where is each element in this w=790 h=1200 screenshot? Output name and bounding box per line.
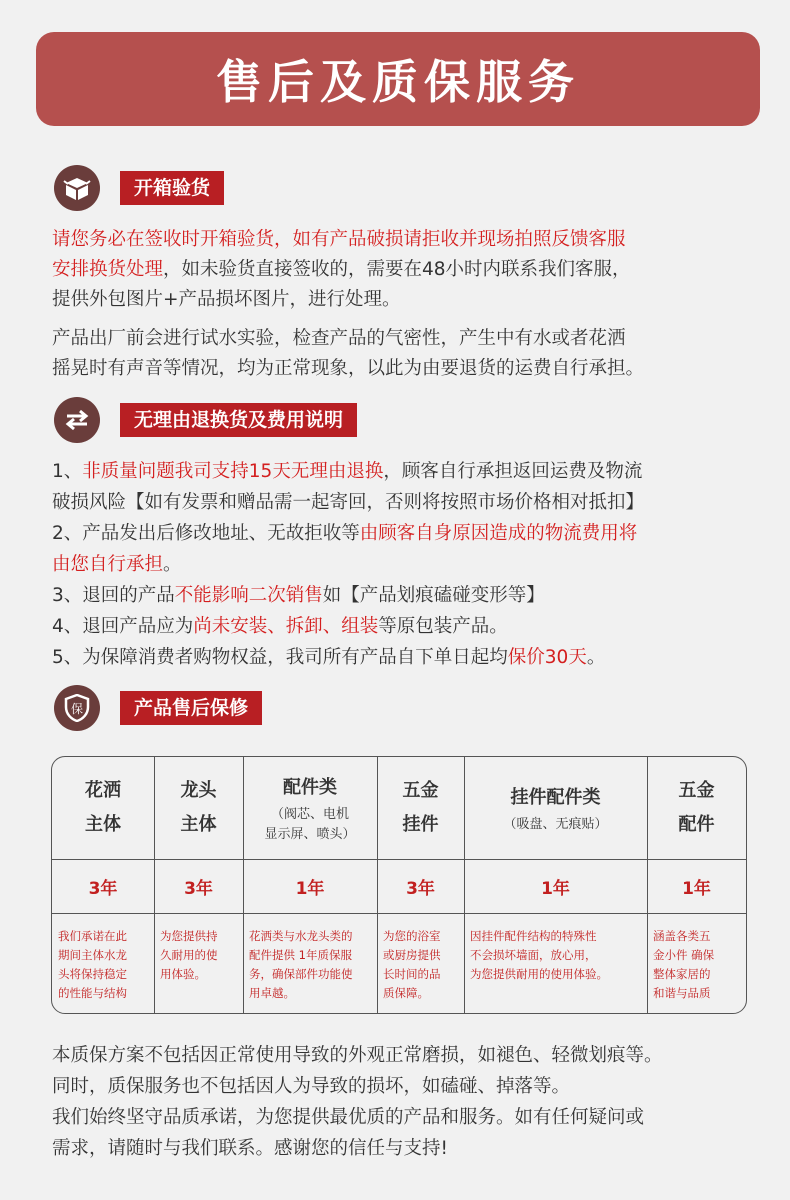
list-item — [52, 456, 764, 487]
description-line: 或厨房提供 — [383, 948, 441, 962]
description-line: 久耐用的使 — [160, 948, 218, 962]
section-header-inspect — [54, 166, 224, 210]
section-tag-warranty: 产品售后保修 — [120, 691, 262, 725]
item-text: 。 — [163, 554, 182, 575]
shield-bao-icon — [54, 685, 100, 731]
list-item-continued — [52, 549, 764, 580]
inspect-line: 提供外包图片+产品损坏图片，进行处理。 — [52, 289, 401, 310]
list-item — [52, 611, 764, 642]
description-line: 整体家居的 — [653, 967, 711, 981]
warranty-table — [51, 756, 747, 1014]
exchange-arrows-icon — [54, 397, 100, 443]
header-subtext: （吸盘、无痕贴） — [503, 817, 608, 832]
header-text: 五金 — [402, 780, 439, 801]
header-text: 配件类 — [283, 777, 337, 798]
item-text: 。 — [586, 647, 606, 668]
inspect-line: 产品出厂前会进行试水实验，检查产品的气密性，产生中有水或者花洒 — [52, 328, 626, 349]
item-highlight: 保价30天 — [507, 647, 587, 668]
description-line: 不会损坏墙面，放心用， — [470, 948, 597, 962]
header-text: 主体 — [85, 814, 121, 835]
inspect-paragraph-2 — [52, 324, 764, 384]
inspect-paragraph-1 — [52, 225, 764, 315]
warranty-period: 1年 — [295, 878, 325, 899]
description-line: 用卓越。 — [249, 986, 295, 1000]
inspect-text: ，如未验货直接签收的，需要在48小时内联系我们客服， — [163, 259, 631, 280]
description-line: 和谐与品质 — [653, 986, 711, 1000]
header-text: 配件 — [678, 814, 715, 835]
table-header-cell — [243, 757, 377, 859]
header-text: 主体 — [180, 814, 217, 835]
footer-line: 需求，请随时与我们联系。感谢您的信任与支持! — [52, 1138, 448, 1159]
item-text: 3、退回的产品 — [52, 585, 175, 606]
warranty-description — [647, 927, 746, 1003]
item-text: 4、退回产品应为 — [52, 616, 194, 637]
description-line: 务，确保部件功能使 — [249, 967, 353, 981]
table-header-cell — [154, 757, 243, 859]
description-line: 头将保持稳定 — [58, 967, 127, 981]
header-text: 挂件 — [402, 814, 439, 835]
list-item — [52, 580, 764, 611]
warranty-description — [377, 927, 464, 1003]
description-line: 为您提供持 — [160, 929, 218, 943]
item-highlight: 由您自行承担 — [52, 554, 164, 575]
list-item — [52, 518, 764, 549]
description-line: 的性能与结构 — [58, 986, 127, 1000]
description-line: 用体验。 — [160, 967, 206, 981]
table-header-cell — [377, 757, 464, 859]
footer-line: 本质保方案不包括因正常使用导致的外观正常磨损，如褪色、轻微划痕等。 — [52, 1045, 663, 1066]
warranty-description — [464, 927, 647, 984]
header-text: 龙头 — [180, 780, 217, 801]
warranty-period: 3年 — [406, 878, 435, 899]
footer-line: 我们始终坚守品质承诺，为您提供最优质的产品和服务。如有任何疑问或 — [52, 1107, 645, 1128]
warranty-period: 3年 — [184, 878, 213, 899]
item-number: 1、 — [52, 461, 83, 482]
table-header-cell — [647, 757, 746, 859]
list-item-continued: 破损风险【如有发票和赠品需一起寄回，否则将按照市场价格相对抵扣】 — [52, 492, 645, 513]
footer-notes — [52, 1040, 764, 1164]
description-line: 因挂件配件结构的特殊性 — [470, 929, 597, 943]
description-line: 期间主体水龙 — [58, 948, 127, 962]
description-line: 我们承诺在此 — [58, 929, 127, 943]
description-line: 为您提供耐用的使用体验。 — [470, 967, 608, 981]
page-title: 售后及质保服务 — [216, 55, 580, 109]
warranty-description — [52, 927, 154, 1003]
section-tag-return: 无理由退换货及费用说明 — [120, 403, 357, 437]
item-highlight: 不能影响二次销售 — [174, 585, 323, 606]
item-text: ，顾客自行承担返回运费及物流 — [383, 461, 643, 482]
header-subtext: （阀芯、电机 — [270, 807, 349, 822]
open-box-icon — [54, 165, 100, 211]
section-tag-inspect: 开箱验货 — [120, 171, 224, 205]
description-line: 为您的浴室 — [383, 929, 441, 943]
header-text: 五金 — [678, 780, 715, 801]
description-line: 金小件 确保 — [653, 948, 715, 962]
item-text: 2、产品发出后修改地址、无故拒收等 — [52, 523, 360, 544]
table-header-cell — [464, 757, 647, 859]
item-text: 5、为保障消费者购物权益，我司所有产品自下单日起均 — [52, 647, 508, 668]
description-line: 质保障。 — [383, 986, 429, 1000]
warranty-period: 3年 — [88, 878, 118, 899]
shield-char: 保 — [70, 702, 84, 716]
description-line: 配件提供 1年质保服 — [249, 948, 352, 962]
section-header-warranty — [54, 686, 262, 730]
title-banner — [36, 32, 760, 126]
description-line: 涵盖各类五 — [653, 929, 711, 943]
item-text: 等原包装产品。 — [378, 616, 508, 637]
warranty-description — [243, 927, 377, 1003]
inspect-highlight: 安排换货处理 — [52, 259, 164, 280]
inspect-line: 摇晃时有声音等情况，均为正常现象，以此为由要退货的运费自行承担。 — [52, 358, 645, 379]
item-text: 如【产品划痕磕碰变形等】 — [322, 585, 545, 606]
warranty-description — [154, 927, 243, 984]
warranty-period: 1年 — [682, 878, 711, 899]
item-highlight: 非质量问题我司支持15天无理由退换 — [82, 461, 384, 482]
warranty-period: 1年 — [541, 878, 570, 899]
description-line: 长时间的品 — [383, 967, 441, 981]
item-highlight: 由顾客自身原因造成的物流费用将 — [359, 523, 638, 544]
header-text: 花洒 — [85, 780, 121, 801]
inspect-line: 请您务必在签收时开箱验货，如有产品破损请拒收并现场拍照反馈客服 — [52, 229, 626, 250]
footer-line: 同时，质保服务也不包括因人为导致的损坏，如磕碰、掉落等。 — [52, 1076, 571, 1097]
header-text: 挂件配件类 — [510, 787, 601, 808]
return-policy-list — [52, 456, 764, 673]
section-header-return — [54, 398, 357, 442]
list-item — [52, 642, 764, 673]
table-header-cell — [52, 757, 154, 859]
description-line: 花洒类与水龙头类的 — [249, 929, 353, 943]
header-subtext: 显示屏、喷头） — [264, 827, 356, 842]
item-highlight: 尚未安装、拆卸、组装 — [193, 616, 379, 637]
